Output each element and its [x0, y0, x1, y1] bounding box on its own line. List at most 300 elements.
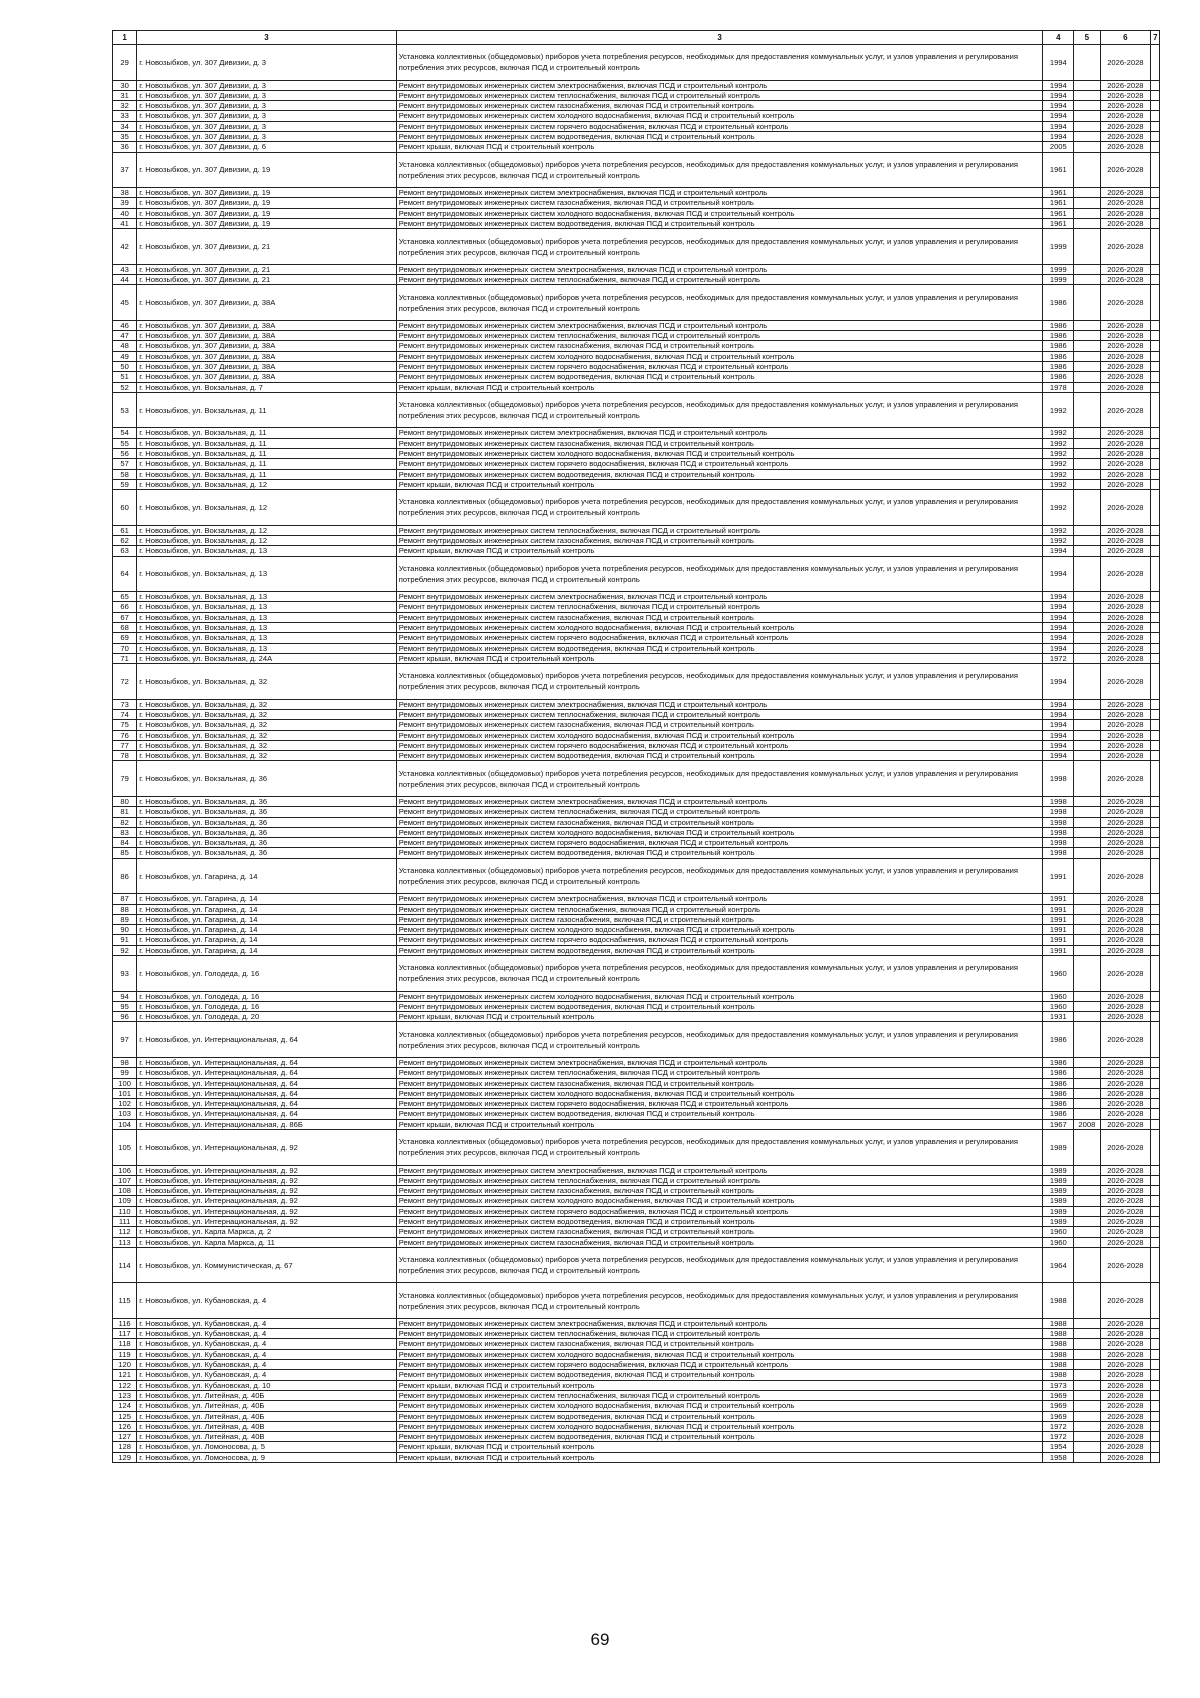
last-repair-year-cell	[1074, 490, 1100, 526]
row-number-cell: 102	[113, 1099, 137, 1109]
work-type-cell: Установка коллективных (общедомовых) приборов учета потребления ресурсов, необходимых для предоставления коммунальных услуг, и узлов управления и регулирования потребления этих ресурсов, включая ПСД и строительный контроль	[396, 1247, 1043, 1283]
row-number-cell: 34	[113, 121, 137, 131]
work-type-cell: Ремонт внутридомовых инженерных систем горячего водоснабжения, включая ПСД и строительный контроль	[396, 935, 1043, 945]
table-row	[113, 848, 1160, 858]
planned-period-cell: 2026-2028	[1100, 438, 1151, 448]
last-repair-year-cell	[1074, 807, 1100, 817]
table-row	[113, 720, 1160, 730]
note-cell	[1151, 208, 1160, 218]
note-cell	[1151, 1109, 1160, 1119]
header-cell: 1	[113, 31, 137, 45]
address-cell: г. Новозыбков, ул. Вокзальная, д. 36	[137, 827, 397, 837]
table-row	[113, 382, 1160, 392]
table-row	[113, 1452, 1160, 1462]
note-cell	[1151, 1216, 1160, 1226]
last-repair-year-cell	[1074, 1068, 1100, 1078]
table-row	[113, 264, 1160, 274]
note-cell	[1151, 1078, 1160, 1088]
work-type-cell: Ремонт внутридомовых инженерных систем горячего водоснабжения, включая ПСД и строительный контроль	[396, 1360, 1043, 1370]
planned-period-cell: 2026-2028	[1100, 1432, 1151, 1442]
address-cell: г. Новозыбков, ул. Кубановская, д. 4	[137, 1318, 397, 1328]
table-row	[113, 1078, 1160, 1088]
planned-period-cell: 2026-2028	[1100, 612, 1151, 622]
year-built-cell: 1989	[1043, 1216, 1074, 1226]
work-type-cell: Ремонт внутридомовых инженерных систем холодного водоснабжения, включая ПСД и строительный контроль	[396, 827, 1043, 837]
planned-period-cell: 2026-2028	[1100, 229, 1151, 265]
note-cell	[1151, 894, 1160, 904]
address-cell: г. Новозыбков, ул. Литейная, д. 40В	[137, 1421, 397, 1431]
note-cell	[1151, 1432, 1160, 1442]
table-row	[113, 479, 1160, 489]
year-built-cell: 1991	[1043, 894, 1074, 904]
table-row	[113, 459, 1160, 469]
table-row	[113, 904, 1160, 914]
address-cell: г. Новозыбков, ул. Голодеда, д. 20	[137, 1012, 397, 1022]
work-type-cell: Ремонт внутридомовых инженерных систем электроснабжения, включая ПСД и строительный контроль	[396, 428, 1043, 438]
table-row	[113, 320, 1160, 330]
planned-period-cell: 2026-2028	[1100, 653, 1151, 663]
last-repair-year-cell	[1074, 1130, 1100, 1166]
work-type-cell: Ремонт внутридомовых инженерных систем водоотведения, включая ПСД и строительный контроль	[396, 372, 1043, 382]
work-type-cell: Установка коллективных (общедомовых) приборов учета потребления ресурсов, необходимых для предоставления коммунальных услуг, и узлов управления и регулирования потребления этих ресурсов, включая ПСД и строительный контроль	[396, 1022, 1043, 1058]
planned-period-cell: 2026-2028	[1100, 285, 1151, 321]
planned-period-cell: 2026-2028	[1100, 1109, 1151, 1119]
row-number-cell: 54	[113, 428, 137, 438]
row-number-cell: 91	[113, 935, 137, 945]
address-cell: г. Новозыбков, ул. 307 Дивизии, д. 3	[137, 131, 397, 141]
work-type-cell: Ремонт внутридомовых инженерных систем электроснабжения, включая ПСД и строительный контроль	[396, 320, 1043, 330]
row-number-cell: 119	[113, 1349, 137, 1359]
year-built-cell: 1961	[1043, 198, 1074, 208]
work-type-cell: Ремонт крыши, включая ПСД и строительный контроль	[396, 653, 1043, 663]
address-cell: г. Новозыбков, ул. 307 Дивизии, д. 19	[137, 208, 397, 218]
year-built-cell: 1988	[1043, 1318, 1074, 1328]
row-number-cell: 110	[113, 1206, 137, 1216]
year-built-cell: 1994	[1043, 90, 1074, 100]
note-cell	[1151, 1099, 1160, 1109]
note-cell	[1151, 807, 1160, 817]
planned-period-cell: 2026-2028	[1100, 699, 1151, 709]
note-cell	[1151, 264, 1160, 274]
last-repair-year-cell	[1074, 1186, 1100, 1196]
row-number-cell: 88	[113, 904, 137, 914]
year-built-cell: 1994	[1043, 602, 1074, 612]
address-cell: г. Новозыбков, ул. Кубановская, д. 4	[137, 1339, 397, 1349]
planned-period-cell: 2026-2028	[1100, 1349, 1151, 1359]
address-cell: г. Новозыбков, ул. Вокзальная, д. 13	[137, 623, 397, 633]
table-row	[113, 1442, 1160, 1452]
address-cell: г. Новозыбков, ул. Интернациональная, д. 64	[137, 1088, 397, 1098]
last-repair-year-cell	[1074, 904, 1100, 914]
table-row	[113, 362, 1160, 372]
work-type-cell: Ремонт внутридомовых инженерных систем электроснабжения, включая ПСД и строительный контроль	[396, 592, 1043, 602]
address-cell: г. Новозыбков, ул. Кубановская, д. 4	[137, 1360, 397, 1370]
address-cell: г. Новозыбков, ул. 307 Дивизии, д. 3	[137, 90, 397, 100]
work-type-cell: Ремонт крыши, включая ПСД и строительный контроль	[396, 479, 1043, 489]
row-number-cell: 84	[113, 838, 137, 848]
last-repair-year-cell	[1074, 1442, 1100, 1452]
row-number-cell: 57	[113, 459, 137, 469]
work-type-cell: Ремонт внутридомовых инженерных систем холодного водоснабжения, включая ПСД и строительный контроль	[396, 1088, 1043, 1098]
note-cell	[1151, 1283, 1160, 1319]
year-built-cell: 1986	[1043, 1099, 1074, 1109]
address-cell: г. Новозыбков, ул. Литейная, д. 40В	[137, 1432, 397, 1442]
last-repair-year-cell	[1074, 285, 1100, 321]
note-cell	[1151, 1360, 1160, 1370]
note-cell	[1151, 392, 1160, 428]
planned-period-cell: 2026-2028	[1100, 459, 1151, 469]
year-built-cell: 1931	[1043, 1012, 1074, 1022]
note-cell	[1151, 796, 1160, 806]
address-cell: г. Новозыбков, ул. Литейная, д. 40Б	[137, 1401, 397, 1411]
planned-period-cell: 2026-2028	[1100, 1237, 1151, 1247]
row-number-cell: 53	[113, 392, 137, 428]
planned-period-cell: 2026-2028	[1100, 1068, 1151, 1078]
row-number-cell: 92	[113, 945, 137, 955]
year-built-cell: 1961	[1043, 152, 1074, 188]
address-cell: г. Новозыбков, ул. 307 Дивизии, д. 38А	[137, 351, 397, 361]
note-cell	[1151, 198, 1160, 208]
table-row	[113, 935, 1160, 945]
table-row	[113, 1349, 1160, 1359]
address-cell: г. Новозыбков, ул. 307 Дивизии, д. 38А	[137, 372, 397, 382]
address-cell: г. Новозыбков, ул. Литейная, д. 40Б	[137, 1411, 397, 1421]
table-row	[113, 198, 1160, 208]
header-cell: 7	[1151, 31, 1160, 45]
last-repair-year-cell	[1074, 382, 1100, 392]
work-type-cell: Ремонт внутридомовых инженерных систем газоснабжения, включая ПСД и строительный контроль	[396, 1339, 1043, 1349]
row-number-cell: 63	[113, 546, 137, 556]
year-built-cell: 1994	[1043, 546, 1074, 556]
note-cell	[1151, 991, 1160, 1001]
year-built-cell: 1994	[1043, 612, 1074, 622]
work-type-cell: Установка коллективных (общедомовых) приборов учета потребления ресурсов, необходимых для предоставления коммунальных услуг, и узлов управления и регулирования потребления этих ресурсов, включая ПСД и строительный контроль	[396, 1283, 1043, 1319]
last-repair-year-cell	[1074, 111, 1100, 121]
row-number-cell: 121	[113, 1370, 137, 1380]
last-repair-year-cell	[1074, 914, 1100, 924]
note-cell	[1151, 1411, 1160, 1421]
note-cell	[1151, 1068, 1160, 1078]
year-built-cell: 1994	[1043, 131, 1074, 141]
planned-period-cell: 2026-2028	[1100, 894, 1151, 904]
table-row	[113, 858, 1160, 894]
table-row	[113, 372, 1160, 382]
work-type-cell: Ремонт внутридомовых инженерных систем газоснабжения, включая ПСД и строительный контроль	[396, 438, 1043, 448]
planned-period-cell: 2026-2028	[1100, 914, 1151, 924]
year-built-cell: 1967	[1043, 1119, 1074, 1129]
table-row	[113, 699, 1160, 709]
row-number-cell: 62	[113, 536, 137, 546]
year-built-cell: 1992	[1043, 479, 1074, 489]
work-type-cell: Ремонт внутридомовых инженерных систем холодного водоснабжения, включая ПСД и строительный контроль	[396, 730, 1043, 740]
last-repair-year-cell	[1074, 142, 1100, 152]
address-cell: г. Новозыбков, ул. Интернациональная, д. 64	[137, 1057, 397, 1067]
address-cell: г. Новозыбков, ул. Гагарина, д. 14	[137, 935, 397, 945]
work-type-cell: Ремонт внутридомовых инженерных систем электроснабжения, включая ПСД и строительный контроль	[396, 1165, 1043, 1175]
planned-period-cell: 2026-2028	[1100, 1206, 1151, 1216]
planned-period-cell: 2026-2028	[1100, 1022, 1151, 1058]
planned-period-cell: 2026-2028	[1100, 1227, 1151, 1237]
row-number-cell: 67	[113, 612, 137, 622]
work-type-cell: Ремонт внутридомовых инженерных систем водоотведения, включая ПСД и строительный контроль	[396, 1109, 1043, 1119]
row-number-cell: 49	[113, 351, 137, 361]
row-number-cell: 127	[113, 1432, 137, 1442]
address-cell: г. Новозыбков, ул. Голодеда, д. 16	[137, 956, 397, 992]
year-built-cell: 1991	[1043, 945, 1074, 955]
address-cell: г. Новозыбков, ул. Гагарина, д. 14	[137, 945, 397, 955]
note-cell	[1151, 1349, 1160, 1359]
planned-period-cell: 2026-2028	[1100, 848, 1151, 858]
note-cell	[1151, 1057, 1160, 1067]
last-repair-year-cell	[1074, 45, 1100, 81]
work-type-cell: Ремонт внутридомовых инженерных систем электроснабжения, включая ПСД и строительный контроль	[396, 80, 1043, 90]
planned-period-cell: 2026-2028	[1100, 1370, 1151, 1380]
last-repair-year-cell	[1074, 1380, 1100, 1390]
table-row	[113, 1329, 1160, 1339]
planned-period-cell: 2026-2028	[1100, 111, 1151, 121]
note-cell	[1151, 1401, 1160, 1411]
last-repair-year-cell	[1074, 198, 1100, 208]
year-built-cell: 1960	[1043, 991, 1074, 1001]
work-type-cell: Ремонт внутридомовых инженерных систем газоснабжения, включая ПСД и строительный контроль	[396, 817, 1043, 827]
planned-period-cell: 2026-2028	[1100, 1099, 1151, 1109]
work-type-cell: Ремонт внутридомовых инженерных систем водоотведения, включая ПСД и строительный контроль	[396, 1411, 1043, 1421]
note-cell	[1151, 525, 1160, 535]
last-repair-year-cell	[1074, 664, 1100, 700]
planned-period-cell: 2026-2028	[1100, 904, 1151, 914]
table-row	[113, 945, 1160, 955]
planned-period-cell: 2026-2028	[1100, 827, 1151, 837]
note-cell	[1151, 188, 1160, 198]
table-row	[113, 1057, 1160, 1067]
work-type-cell: Ремонт внутридомовых инженерных систем холодного водоснабжения, включая ПСД и строительный контроль	[396, 1421, 1043, 1431]
work-type-cell: Ремонт внутридомовых инженерных систем теплоснабжения, включая ПСД и строительный контроль	[396, 90, 1043, 100]
note-cell	[1151, 1088, 1160, 1098]
address-cell: г. Новозыбков, ул. Вокзальная, д. 11	[137, 469, 397, 479]
table-row	[113, 1001, 1160, 1011]
last-repair-year-cell	[1074, 1099, 1100, 1109]
table-row	[113, 1411, 1160, 1421]
table-row	[113, 925, 1160, 935]
note-cell	[1151, 1130, 1160, 1166]
table-row	[113, 1401, 1160, 1411]
year-built-cell: 1988	[1043, 1329, 1074, 1339]
address-cell: г. Новозыбков, ул. Гагарина, д. 14	[137, 904, 397, 914]
address-cell: г. Новозыбков, ул. Вокзальная, д. 36	[137, 761, 397, 797]
address-cell: г. Новозыбков, ул. Кубановская, д. 4	[137, 1349, 397, 1359]
work-type-cell: Ремонт внутридомовых инженерных систем холодного водоснабжения, включая ПСД и строительный контроль	[396, 1401, 1043, 1411]
year-built-cell: 1994	[1043, 556, 1074, 592]
address-cell: г. Новозыбков, ул. Вокзальная, д. 12	[137, 490, 397, 526]
address-cell: г. Новозыбков, ул. 307 Дивизии, д. 3	[137, 45, 397, 81]
address-cell: г. Новозыбков, ул. Интернациональная, д. 92	[137, 1186, 397, 1196]
note-cell	[1151, 1165, 1160, 1175]
work-type-cell: Ремонт внутридомовых инженерных систем электроснабжения, включая ПСД и строительный контроль	[396, 1057, 1043, 1067]
year-built-cell: 1986	[1043, 351, 1074, 361]
address-cell: г. Новозыбков, ул. Вокзальная, д. 12	[137, 536, 397, 546]
last-repair-year-cell	[1074, 1401, 1100, 1411]
row-number-cell: 93	[113, 956, 137, 992]
last-repair-year-cell	[1074, 320, 1100, 330]
last-repair-year-cell	[1074, 699, 1100, 709]
address-cell: г. Новозыбков, ул. Вокзальная, д. 11	[137, 449, 397, 459]
last-repair-year-cell: 2008	[1074, 1119, 1100, 1129]
note-cell	[1151, 331, 1160, 341]
work-type-cell: Ремонт внутридомовых инженерных систем холодного водоснабжения, включая ПСД и строительный контроль	[396, 623, 1043, 633]
work-type-cell: Ремонт внутридомовых инженерных систем водоотведения, включая ПСД и строительный контроль	[396, 751, 1043, 761]
table-header-row	[113, 31, 1160, 45]
table-row	[113, 1130, 1160, 1166]
address-cell: г. Новозыбков, ул. 307 Дивизии, д. 38А	[137, 320, 397, 330]
work-type-cell: Ремонт внутридомовых инженерных систем водоотведения, включая ПСД и строительный контроль	[396, 1216, 1043, 1226]
table-row	[113, 490, 1160, 526]
last-repair-year-cell	[1074, 796, 1100, 806]
year-built-cell: 1961	[1043, 188, 1074, 198]
last-repair-year-cell	[1074, 1349, 1100, 1359]
address-cell: г. Новозыбков, ул. Вокзальная, д. 13	[137, 556, 397, 592]
row-number-cell: 77	[113, 740, 137, 750]
note-cell	[1151, 623, 1160, 633]
row-number-cell: 33	[113, 111, 137, 121]
address-cell: г. Новозыбков, ул. 307 Дивизии, д. 38А	[137, 362, 397, 372]
note-cell	[1151, 653, 1160, 663]
address-cell: г. Новозыбков, ул. Вокзальная, д. 12	[137, 479, 397, 489]
work-type-cell: Установка коллективных (общедомовых) приборов учета потребления ресурсов, необходимых для предоставления коммунальных услуг, и узлов управления и регулирования потребления этих ресурсов, включая ПСД и строительный контроль	[396, 45, 1043, 81]
planned-period-cell: 2026-2028	[1100, 479, 1151, 489]
table-row	[113, 1370, 1160, 1380]
note-cell	[1151, 469, 1160, 479]
table-row	[113, 229, 1160, 265]
note-cell	[1151, 935, 1160, 945]
planned-period-cell: 2026-2028	[1100, 740, 1151, 750]
table-row	[113, 152, 1160, 188]
address-cell: г. Новозыбков, ул. Интернациональная, д. 92	[137, 1130, 397, 1166]
year-built-cell: 1961	[1043, 218, 1074, 228]
address-cell: г. Новозыбков, ул. Литейная, д. 40Б	[137, 1390, 397, 1400]
note-cell	[1151, 740, 1160, 750]
table-row	[113, 351, 1160, 361]
year-built-cell: 1991	[1043, 935, 1074, 945]
planned-period-cell: 2026-2028	[1100, 643, 1151, 653]
last-repair-year-cell	[1074, 945, 1100, 955]
planned-period-cell: 2026-2028	[1100, 469, 1151, 479]
year-built-cell: 1973	[1043, 1380, 1074, 1390]
last-repair-year-cell	[1074, 264, 1100, 274]
work-type-cell: Ремонт внутридомовых инженерных систем электроснабжения, включая ПСД и строительный контроль	[396, 188, 1043, 198]
note-cell	[1151, 1318, 1160, 1328]
address-cell: г. Новозыбков, ул. Вокзальная, д. 11	[137, 428, 397, 438]
note-cell	[1151, 633, 1160, 643]
note-cell	[1151, 372, 1160, 382]
note-cell	[1151, 351, 1160, 361]
planned-period-cell: 2026-2028	[1100, 761, 1151, 797]
last-repair-year-cell	[1074, 602, 1100, 612]
planned-period-cell: 2026-2028	[1100, 1390, 1151, 1400]
note-cell	[1151, 80, 1160, 90]
table-row	[113, 1360, 1160, 1370]
last-repair-year-cell	[1074, 740, 1100, 750]
planned-period-cell: 2026-2028	[1100, 331, 1151, 341]
work-type-cell: Установка коллективных (общедомовых) приборов учета потребления ресурсов, необходимых для предоставления коммунальных услуг, и узлов управления и регулирования потребления этих ресурсов, включая ПСД и строительный контроль	[396, 490, 1043, 526]
year-built-cell: 1994	[1043, 633, 1074, 643]
note-cell	[1151, 111, 1160, 121]
year-built-cell: 1988	[1043, 1339, 1074, 1349]
table-row	[113, 894, 1160, 904]
header-cell: 4	[1043, 31, 1074, 45]
address-cell: г. Новозыбков, ул. Ломоносова, д. 9	[137, 1452, 397, 1462]
planned-period-cell: 2026-2028	[1100, 633, 1151, 643]
row-number-cell: 42	[113, 229, 137, 265]
year-built-cell: 1960	[1043, 956, 1074, 992]
planned-period-cell: 2026-2028	[1100, 1283, 1151, 1319]
address-cell: г. Новозыбков, ул. Вокзальная, д. 32	[137, 664, 397, 700]
planned-period-cell: 2026-2028	[1100, 546, 1151, 556]
planned-period-cell: 2026-2028	[1100, 592, 1151, 602]
planned-period-cell: 2026-2028	[1100, 1339, 1151, 1349]
year-built-cell: 1999	[1043, 229, 1074, 265]
address-cell: г. Новозыбков, ул. 307 Дивизии, д. 38А	[137, 285, 397, 321]
address-cell: г. Новозыбков, ул. Вокзальная, д. 7	[137, 382, 397, 392]
year-built-cell: 1989	[1043, 1196, 1074, 1206]
address-cell: г. Новозыбков, ул. Интернациональная, д. 86Б	[137, 1119, 397, 1129]
address-cell: г. Новозыбков, ул. 307 Дивизии, д. 21	[137, 229, 397, 265]
work-type-cell: Ремонт внутридомовых инженерных систем водоотведения, включая ПСД и строительный контроль	[396, 1432, 1043, 1442]
table-row	[113, 1206, 1160, 1216]
note-cell	[1151, 275, 1160, 285]
year-built-cell: 1986	[1043, 372, 1074, 382]
last-repair-year-cell	[1074, 1339, 1100, 1349]
planned-period-cell: 2026-2028	[1100, 935, 1151, 945]
row-number-cell: 120	[113, 1360, 137, 1370]
last-repair-year-cell	[1074, 730, 1100, 740]
last-repair-year-cell	[1074, 643, 1100, 653]
row-number-cell: 72	[113, 664, 137, 700]
address-cell: г. Новозыбков, ул. Интернациональная, д. 64	[137, 1068, 397, 1078]
last-repair-year-cell	[1074, 152, 1100, 188]
last-repair-year-cell	[1074, 1318, 1100, 1328]
row-number-cell: 38	[113, 188, 137, 198]
table-row	[113, 101, 1160, 111]
note-cell	[1151, 730, 1160, 740]
year-built-cell: 1999	[1043, 275, 1074, 285]
last-repair-year-cell	[1074, 469, 1100, 479]
table-row	[113, 1022, 1160, 1058]
row-number-cell: 107	[113, 1175, 137, 1185]
note-cell	[1151, 142, 1160, 152]
row-number-cell: 70	[113, 643, 137, 653]
row-number-cell: 48	[113, 341, 137, 351]
year-built-cell: 1994	[1043, 664, 1074, 700]
note-cell	[1151, 1421, 1160, 1431]
last-repair-year-cell	[1074, 459, 1100, 469]
last-repair-year-cell	[1074, 362, 1100, 372]
row-number-cell: 71	[113, 653, 137, 663]
address-cell: г. Новозыбков, ул. Вокзальная, д. 36	[137, 848, 397, 858]
work-type-cell: Установка коллективных (общедомовых) приборов учета потребления ресурсов, необходимых для предоставления коммунальных услуг, и узлов управления и регулирования потребления этих ресурсов, включая ПСД и строительный контроль	[396, 556, 1043, 592]
year-built-cell: 1960	[1043, 1237, 1074, 1247]
last-repair-year-cell	[1074, 1012, 1100, 1022]
last-repair-year-cell	[1074, 1421, 1100, 1431]
note-cell	[1151, 536, 1160, 546]
table-row	[113, 623, 1160, 633]
planned-period-cell: 2026-2028	[1100, 1130, 1151, 1166]
address-cell: г. Новозыбков, ул. Голодеда, д. 16	[137, 1001, 397, 1011]
year-built-cell: 1992	[1043, 469, 1074, 479]
table-row	[113, 341, 1160, 351]
work-type-cell: Ремонт внутридомовых инженерных систем теплоснабжения, включая ПСД и строительный контроль	[396, 904, 1043, 914]
work-type-cell: Ремонт внутридомовых инженерных систем холодного водоснабжения, включая ПСД и строительный контроль	[396, 1349, 1043, 1359]
row-number-cell: 30	[113, 80, 137, 90]
